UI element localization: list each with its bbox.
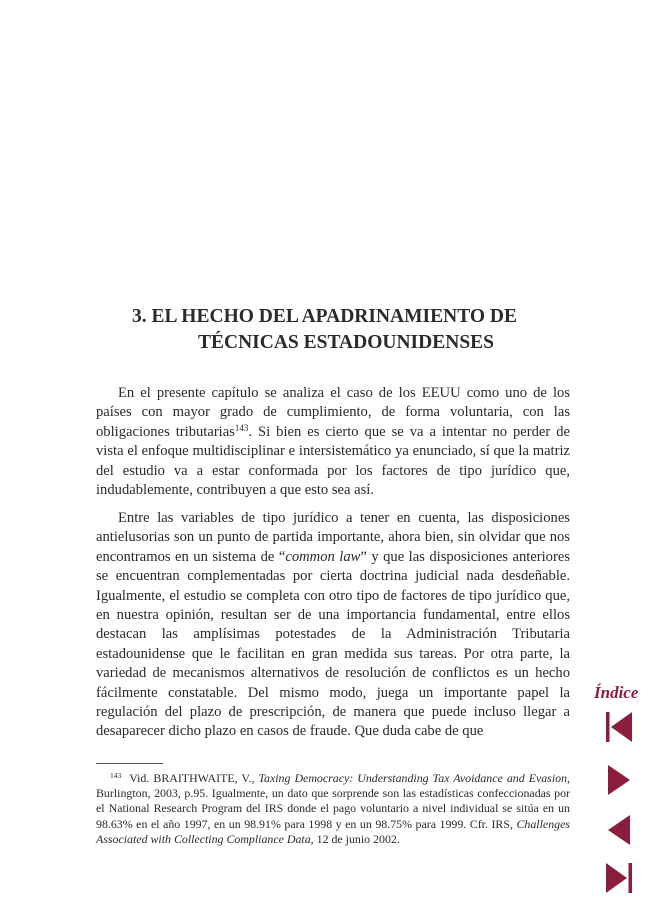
footnote-text-a: Vid. BRAITHWAITE, V.,	[129, 771, 259, 785]
footnote-italic-a: Taxing Democracy: Understanding Tax Avoidance and Evasion	[258, 771, 568, 785]
heading-line-2: TÉCNICAS ESTADOUNIDENSES	[198, 332, 495, 353]
paragraph-2	[96, 509, 570, 742]
footnote-text-c: , 12 de junio 2002.	[310, 831, 400, 846]
paragraph-1-text-a: En el presente capítulo se analiza el caso de los EEUU como uno de los países con mayor grado de cumplimiento, de forma voluntaria, con las obligaciones tributarias	[96, 385, 570, 440]
paragraph-2-text-a: Entre las variables de tipo jurídico a tener en cuenta, las disposiciones antielusorias son un punto de partida importante, ahora bien, sin olvidar que nos encontramos en un sistema de “	[96, 510, 570, 565]
footnote-divider	[96, 763, 163, 764]
footnote-number: 143	[110, 771, 122, 780]
footnote-reference[interactable]: 143	[234, 422, 249, 433]
first-page-icon	[603, 710, 635, 744]
previous-page-icon	[603, 813, 635, 847]
next-page-icon	[603, 763, 635, 797]
footnote-text-b: , Burlington, 2003, p.95. Igualmente, un dato que sorprende son las estadísticas confeccionadas por el National Research Program del IRS donde el pago voluntario a nivel individual se sitúa en un 98.63% en el año 1997, en un 98.91% para 1998 y en un 98.75% para 1999. Cfr. IRS,	[96, 771, 570, 831]
next-page-button[interactable]	[603, 763, 635, 797]
index-link[interactable]: Índice	[594, 683, 639, 702]
last-page-icon	[603, 861, 635, 895]
paragraph-1	[96, 384, 570, 500]
last-page-button[interactable]	[603, 861, 635, 895]
paragraph-1-text-b: . Si bien es cierto que se va a intentar no perder de vista el enfoque multidisciplinar e intersistemático ya enunciado, sí que la matriz del estudio va a estar conformada por los factores de tipo jurídico que, indudablemente, contribuyen a que esto sea así.	[96, 423, 571, 499]
previous-page-button[interactable]	[603, 813, 635, 847]
heading-line-1: 3. EL HECHO DEL APADRINAMIENTO DE	[132, 306, 518, 327]
chapter-heading	[120, 304, 560, 356]
footnote	[96, 768, 570, 847]
paragraph-2-italic: common law	[285, 548, 361, 565]
first-page-button[interactable]	[603, 710, 635, 744]
paragraph-2-text-b: ” y que las disposiciones anteriores se encuentran complementadas por cierta doctrina judicial nada desdeñable. Igualmente, el estudio se completa con otro tipo de factores de tipo jurídico que, en nuestra opinión, resultan ser de una importancia fundamental, entre ellos destacan las amplísimas potestades de la Administración Tributaria estadounidense que le facilitan en gran medida sus tareas. Por otra parte, la variedad de mecanismos alternativos de resolución de conflictos es un hecho fácilmente constatable. Del mismo modo, juega un importante papel la regulación del plazo de prescripción, de manera que puede incluso llegar a desaparecer dicho plazo en casos de fraude. Que duda cabe de que	[96, 548, 570, 740]
footnote-italic-b: Challenges Associated with Collecting Compliance Data	[96, 816, 570, 846]
